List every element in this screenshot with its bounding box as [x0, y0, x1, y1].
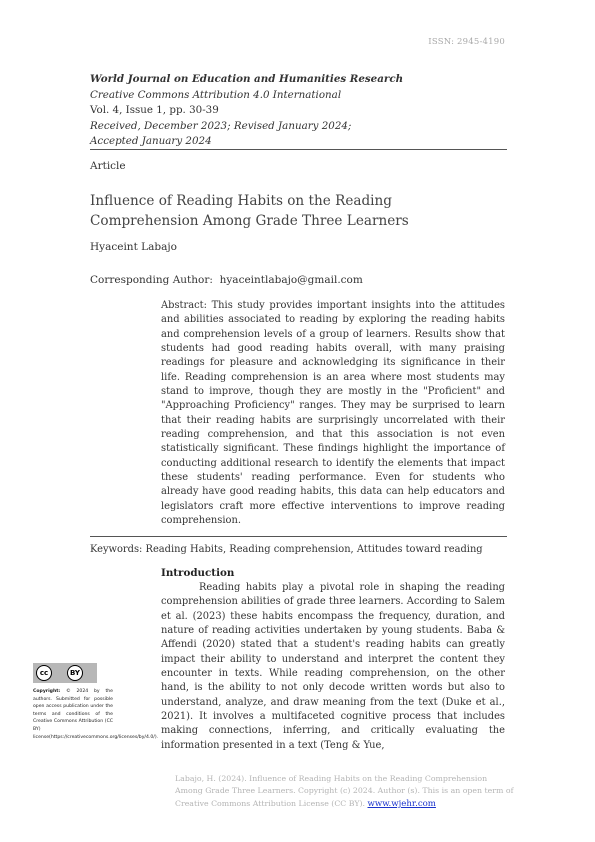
author-name: Hyaceint Labajo	[90, 241, 177, 253]
abstract: Abstract: This study provides important insights into the attitudes and abilities associated to reading by exploring the reading habits and comprehension levels of a group of learners. Results show that students had good reading habits overall, with many praising readings for pleasure and acknowledging its significance in their life. Reading comprehension is an area where most students may stand to improve, though they are mostly in the "Proficient" and "Approaching Proficiency" ranges. They may be surprised to learn that their reading habits are surprisingly uncorrelated with their reading comprehension, and that this association is not even statistically significant. These findings highlight the importance of conducting additional research to identify the elements that impact these students' reading performance. Even for students who already have good reading habits, this data can help educators and legislators craft more effective interventions to improve reading comprehension.	[161, 300, 505, 527]
journal-info	[90, 72, 510, 150]
copyright-label: Copyright:	[33, 689, 61, 694]
by-icon: BY	[67, 665, 83, 681]
cc-by-badge[interactable]	[33, 663, 97, 683]
accepted-date: Accepted January 2024	[90, 135, 212, 148]
corresponding-label: Corresponding Author:	[90, 274, 213, 286]
footer-link[interactable]: www.wjehr.com	[367, 798, 436, 809]
introduction-paragraph: Reading habits play a pivotal role in shaping the reading comprehension abilities of grade three learners. According to Salem et al. (2023) these habits encompass the frequency, duration, and nature of reading activities undertaken by young students. Baba & Affendi (2020) stated that a student's reading habits can greatly impact their ability to understand and interpret the content they encounter in texts. While reading comprehension, on the other hand, is the ability to not only decode written words but also to understand, analyze, and draw meaning from the text (Duke et al., 2021). It involves a multifaceted cognitive process that includes making connections, inferring, and critically evaluating the information presented in a text (Teng & Yue,	[161, 582, 505, 751]
keywords: Keywords: Reading Habits, Reading comprehension, Attitudes toward reading	[90, 544, 483, 555]
introduction-heading: Introduction	[161, 567, 235, 579]
journal-name: World Journal on Education and Humanities Research	[90, 73, 404, 85]
copyright-notice	[33, 688, 159, 741]
article-title: Influence of Reading Habits on the Reading Comprehension Among Grade Three Learners	[90, 193, 409, 229]
journal-volume: Vol. 4, Issue 1, pp. 30-39	[90, 104, 219, 117]
article-type: Article	[90, 160, 126, 172]
cc-icon: cc	[36, 665, 52, 681]
received-dates: Received, December 2023; Revised January 2024;	[90, 119, 352, 132]
footer-text: Labajo, H. (2024). Influence of Reading Habits on the Reading Comprehension Among Grade Three Learners. Copyright (c) 2024. Author (s). This is an open term of Creative Commons Attribution License (CC BY).	[175, 774, 514, 808]
keywords-divider	[90, 536, 507, 537]
cc-badge-background	[33, 663, 97, 683]
issn: ISSN: 2945-4190	[428, 37, 505, 47]
corresponding-author	[90, 274, 363, 286]
copyright-text: © 2024 by the authors. Submitted for possible open access publication under the terms and conditions of the Creative Commons Attribution (CC BY) license(https://creativecommons.org/licenses/by/4.0/).	[33, 689, 159, 740]
header-divider	[90, 149, 507, 150]
journal-license: Creative Commons Attribution 4.0 International	[90, 88, 342, 101]
footer-citation	[175, 773, 515, 810]
corresponding-email[interactable]: hyaceintlabajo@gmail.com	[219, 274, 363, 286]
introduction-body	[161, 581, 505, 753]
